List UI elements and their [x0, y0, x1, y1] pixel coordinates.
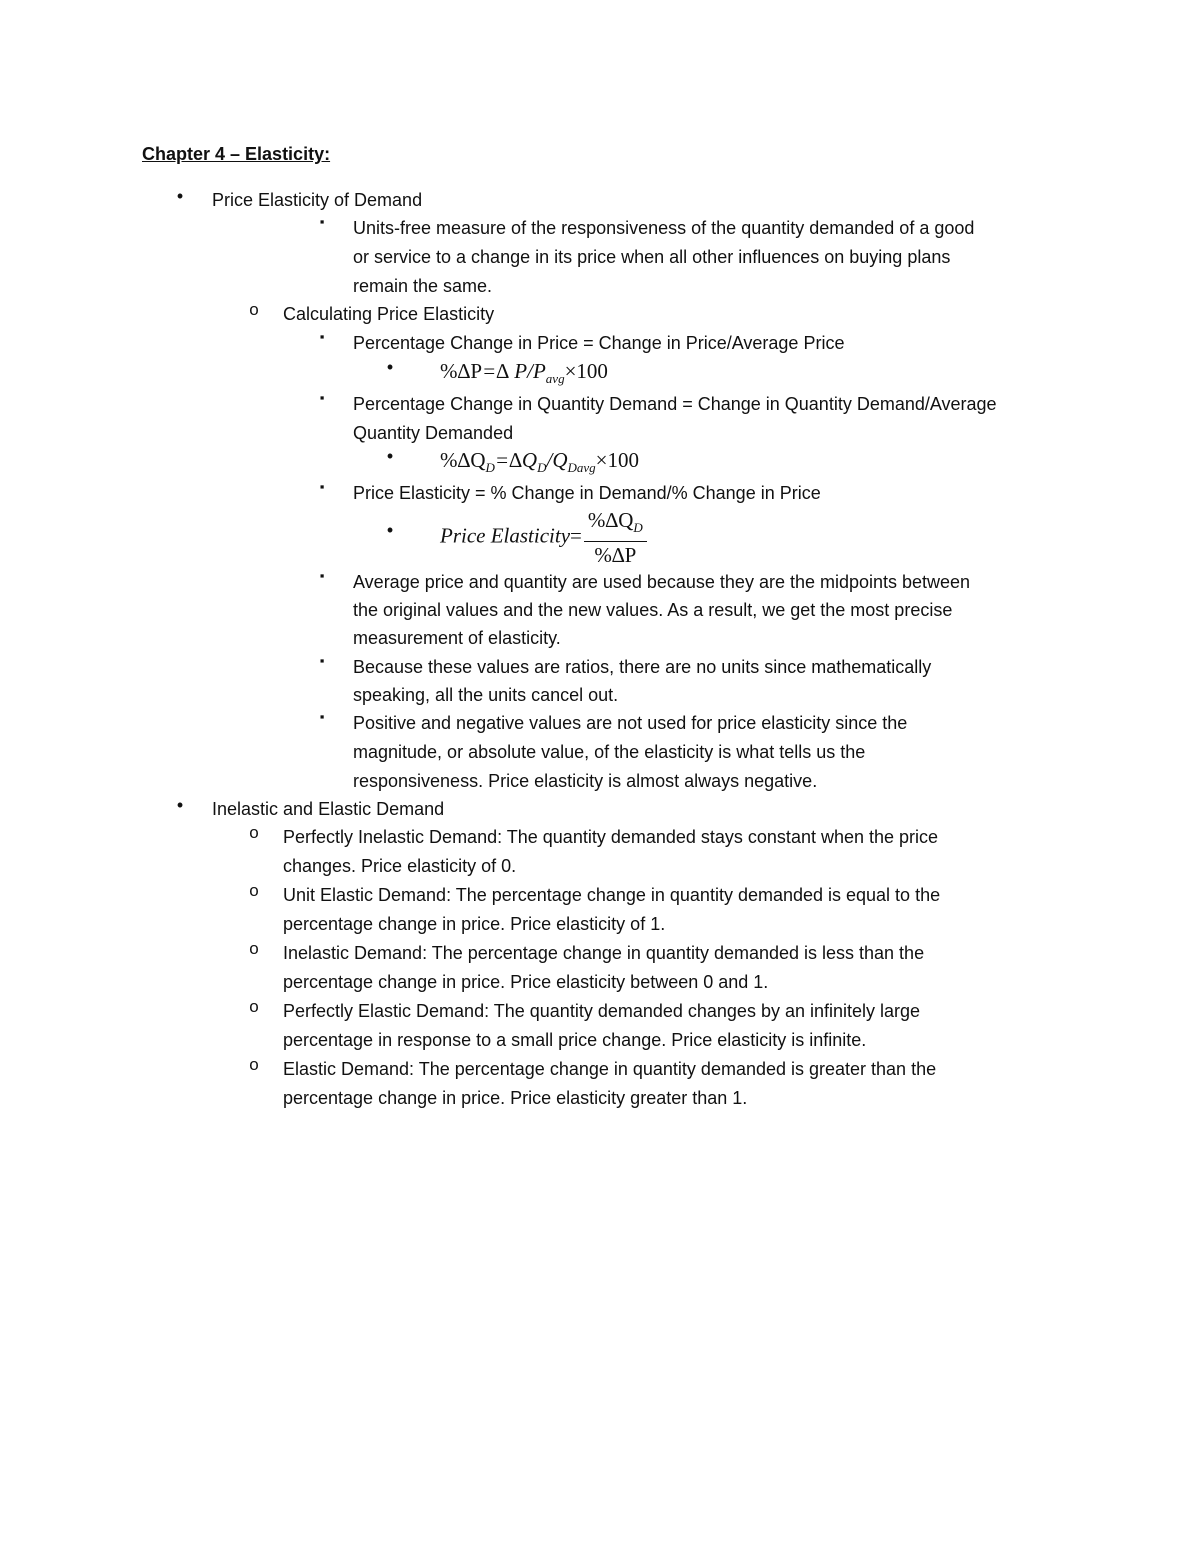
- note-line: speaking, all the units cancel out.: [353, 685, 619, 705]
- demand-type-line: Perfectly Elastic Demand: The quantity demanded changes by an infinitely large: [283, 1001, 921, 1021]
- demand-type-line: Perfectly Inelastic Demand: The quantity demanded stays constant when the price: [283, 827, 939, 847]
- note-line: Because these values are ratios, there are no units since mathematically: [353, 657, 932, 677]
- bullet-marker: •: [386, 446, 394, 466]
- demand-type-line: changes. Price elasticity of 0.: [283, 856, 517, 876]
- demand-type-line: percentage change in price. Price elasticity of 1.: [283, 914, 666, 934]
- section-heading-inelastic-elastic: Inelastic and Elastic Demand: [212, 799, 445, 819]
- circle-bullet-marker: o: [249, 881, 259, 900]
- quantity-change-definition: Quantity Demanded: [353, 423, 514, 443]
- demand-type-line: percentage change in price. Price elasticity between 0 and 1.: [283, 972, 769, 992]
- note-line: responsiveness. Price elasticity is almost always negative.: [353, 771, 818, 791]
- formula-percent-change-price: %∆P=∆ $P/P_{avg}\times 100$: [440, 359, 608, 387]
- demand-type-line: Elastic Demand: The percentage change in quantity demanded is greater than the: [283, 1059, 937, 1079]
- formula-percent-change-quantity: $\%\Delta Q_D=\Delta Q_D/Q_{Davg}\times 100$: [440, 448, 639, 476]
- quantity-change-definition: Percentage Change in Quantity Demand = Change in Quantity Demand/Average: [353, 394, 997, 414]
- subsection-heading-calculating: Calculating Price Elasticity: [283, 304, 495, 324]
- circle-bullet-marker: o: [249, 939, 259, 958]
- note-line: Positive and negative values are not used for price elasticity since the: [353, 713, 908, 733]
- demand-type-line: percentage change in price. Price elasticity greater than 1.: [283, 1088, 748, 1108]
- bullet-marker: •: [176, 795, 184, 815]
- square-bullet-marker: ▪: [319, 479, 325, 494]
- square-bullet-marker: ▪: [319, 329, 325, 344]
- square-bullet-marker: ▪: [319, 653, 325, 668]
- circle-bullet-marker: o: [249, 823, 259, 842]
- circle-bullet-marker: o: [249, 1055, 259, 1074]
- fraction: $\frac{\%\Delta Q_D}{\%\Delta P}$: [584, 507, 647, 568]
- formula-price-elasticity: Price Elasticity= $\frac{\%\Delta Q_D}{\%\Delta P}$: [440, 507, 647, 568]
- note-line: magnitude, or absolute value, of the elasticity is what tells us the: [353, 742, 866, 762]
- bullet-marker: •: [386, 520, 394, 540]
- note-line: Average price and quantity are used because they are the midpoints between: [353, 572, 971, 592]
- note-line: measurement of elasticity.: [353, 628, 561, 648]
- elasticity-definition: Price Elasticity = % Change in Demand/% Change in Price: [353, 483, 821, 503]
- square-bullet-marker: ▪: [319, 214, 325, 229]
- note-line: the original values and the new values. As a result, we get the most precise: [353, 600, 953, 620]
- demand-type-line: percentage in response to a small price change. Price elasticity is infinite.: [283, 1030, 867, 1050]
- demand-type-line: Inelastic Demand: The percentage change in quantity demanded is less than the: [283, 943, 925, 963]
- price-change-definition: Percentage Change in Price = Change in Price/Average Price: [353, 333, 845, 353]
- demand-type-line: Unit Elastic Demand: The percentage change in quantity demanded is equal to the: [283, 885, 941, 905]
- bullet-marker: •: [386, 357, 394, 377]
- definition-line: Units-free measure of the responsiveness of the quantity demanded of a good: [353, 218, 975, 238]
- bullet-marker: •: [176, 186, 184, 206]
- circle-bullet-marker: o: [249, 300, 259, 319]
- definition-line: remain the same.: [353, 276, 493, 296]
- definition-line: or service to a change in its price when all other influences on buying plans: [353, 247, 951, 267]
- section-heading-price-elasticity: Price Elasticity of Demand: [212, 190, 423, 210]
- square-bullet-marker: ▪: [319, 709, 325, 724]
- square-bullet-marker: ▪: [319, 390, 325, 405]
- chapter-title: Chapter 4 – Elasticity:: [142, 144, 331, 164]
- circle-bullet-marker: o: [249, 997, 259, 1016]
- square-bullet-marker: ▪: [319, 568, 325, 583]
